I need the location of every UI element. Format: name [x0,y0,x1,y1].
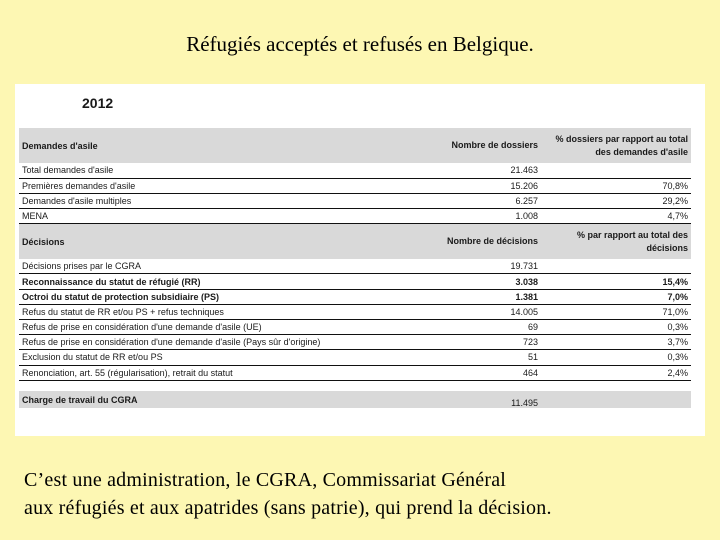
section-label: Décisions [19,224,443,259]
row-label: Décisions prises par le CGRA [19,259,443,274]
statistics-table [19,128,691,408]
row-value: 15.206 [443,178,541,193]
row-percent: 70,8% [541,178,691,193]
table-row [19,209,691,224]
table-row [19,163,691,178]
column-header-percent: % par rapport au total des décisions [541,224,691,259]
row-label: Demandes d'asile multiples [19,193,443,208]
row-label: Premières demandes d'asile [19,178,443,193]
caption-line-1: C’est une administration, le CGRA, Commissariat Général [24,469,507,491]
column-header-count: Nombre de décisions [443,224,541,259]
row-value: 21.463 [443,163,541,178]
charge-label: Charge de travail du CGRA [19,391,443,408]
row-label: Reconnaissance du statut de réfugié (RR) [19,274,443,289]
charge-row [19,391,691,408]
row-value: 51 [443,350,541,365]
row-label: Octroi du statut de protection subsidiaire (PS) [19,289,443,304]
row-label: MENA [19,209,443,224]
row-label: Total demandes d'asile [19,163,443,178]
slide-title: Réfugiés acceptés et refusés en Belgique. [186,32,534,56]
table-row [19,365,691,380]
row-label: Refus de prise en considération d'une demande d'asile (UE) [19,320,443,335]
row-label: Refus de prise en considération d'une demande d'asile (Pays sûr d'origine) [19,335,443,350]
row-value: 19.731 [443,259,541,274]
row-label: Exclusion du statut de RR et/ou PS [19,350,443,365]
row-value: 6.257 [443,193,541,208]
row-percent: 7,0% [541,289,691,304]
row-value: 1.008 [443,209,541,224]
table-row [19,350,691,365]
row-percent: 3,7% [541,335,691,350]
column-header-count: Nombre de dossiers [443,128,541,163]
row-percent [541,259,691,274]
row-percent: 4,7% [541,209,691,224]
slide-caption [24,466,704,522]
row-percent: 0,3% [541,350,691,365]
row-percent [541,163,691,178]
table-spacer [19,380,691,391]
row-percent: 71,0% [541,304,691,319]
row-value: 464 [443,365,541,380]
row-value: 14.005 [443,304,541,319]
table-year: 2012 [82,95,114,111]
row-percent: 0,3% [541,320,691,335]
table-row [19,289,691,304]
section-label: Demandes d'asile [19,128,443,163]
statistics-table-image [15,84,705,436]
row-label: Refus du statut de RR et/ou PS + refus techniques [19,304,443,319]
table-row [19,304,691,319]
table-row [19,193,691,208]
column-header-percent: % dossiers par rapport au total des demandes d'asile [541,128,691,163]
row-label: Renonciation, art. 55 (régularisation), retrait du statut [19,365,443,380]
row-value: 723 [443,335,541,350]
row-value: 1.381 [443,289,541,304]
charge-value: 11.495 [443,391,541,408]
row-percent: 2,4% [541,365,691,380]
row-percent: 15,4% [541,274,691,289]
caption-line-2: aux réfugiés et aux apatrides (sans patrie), qui prend la décision. [24,497,552,519]
table-row [19,178,691,193]
section-header-decisions [19,224,691,259]
table-row [19,320,691,335]
row-percent: 29,2% [541,193,691,208]
table-row [19,335,691,350]
table-row [19,274,691,289]
row-value: 3.038 [443,274,541,289]
table-row [19,259,691,274]
row-value: 69 [443,320,541,335]
section-header-demandes [19,128,691,163]
